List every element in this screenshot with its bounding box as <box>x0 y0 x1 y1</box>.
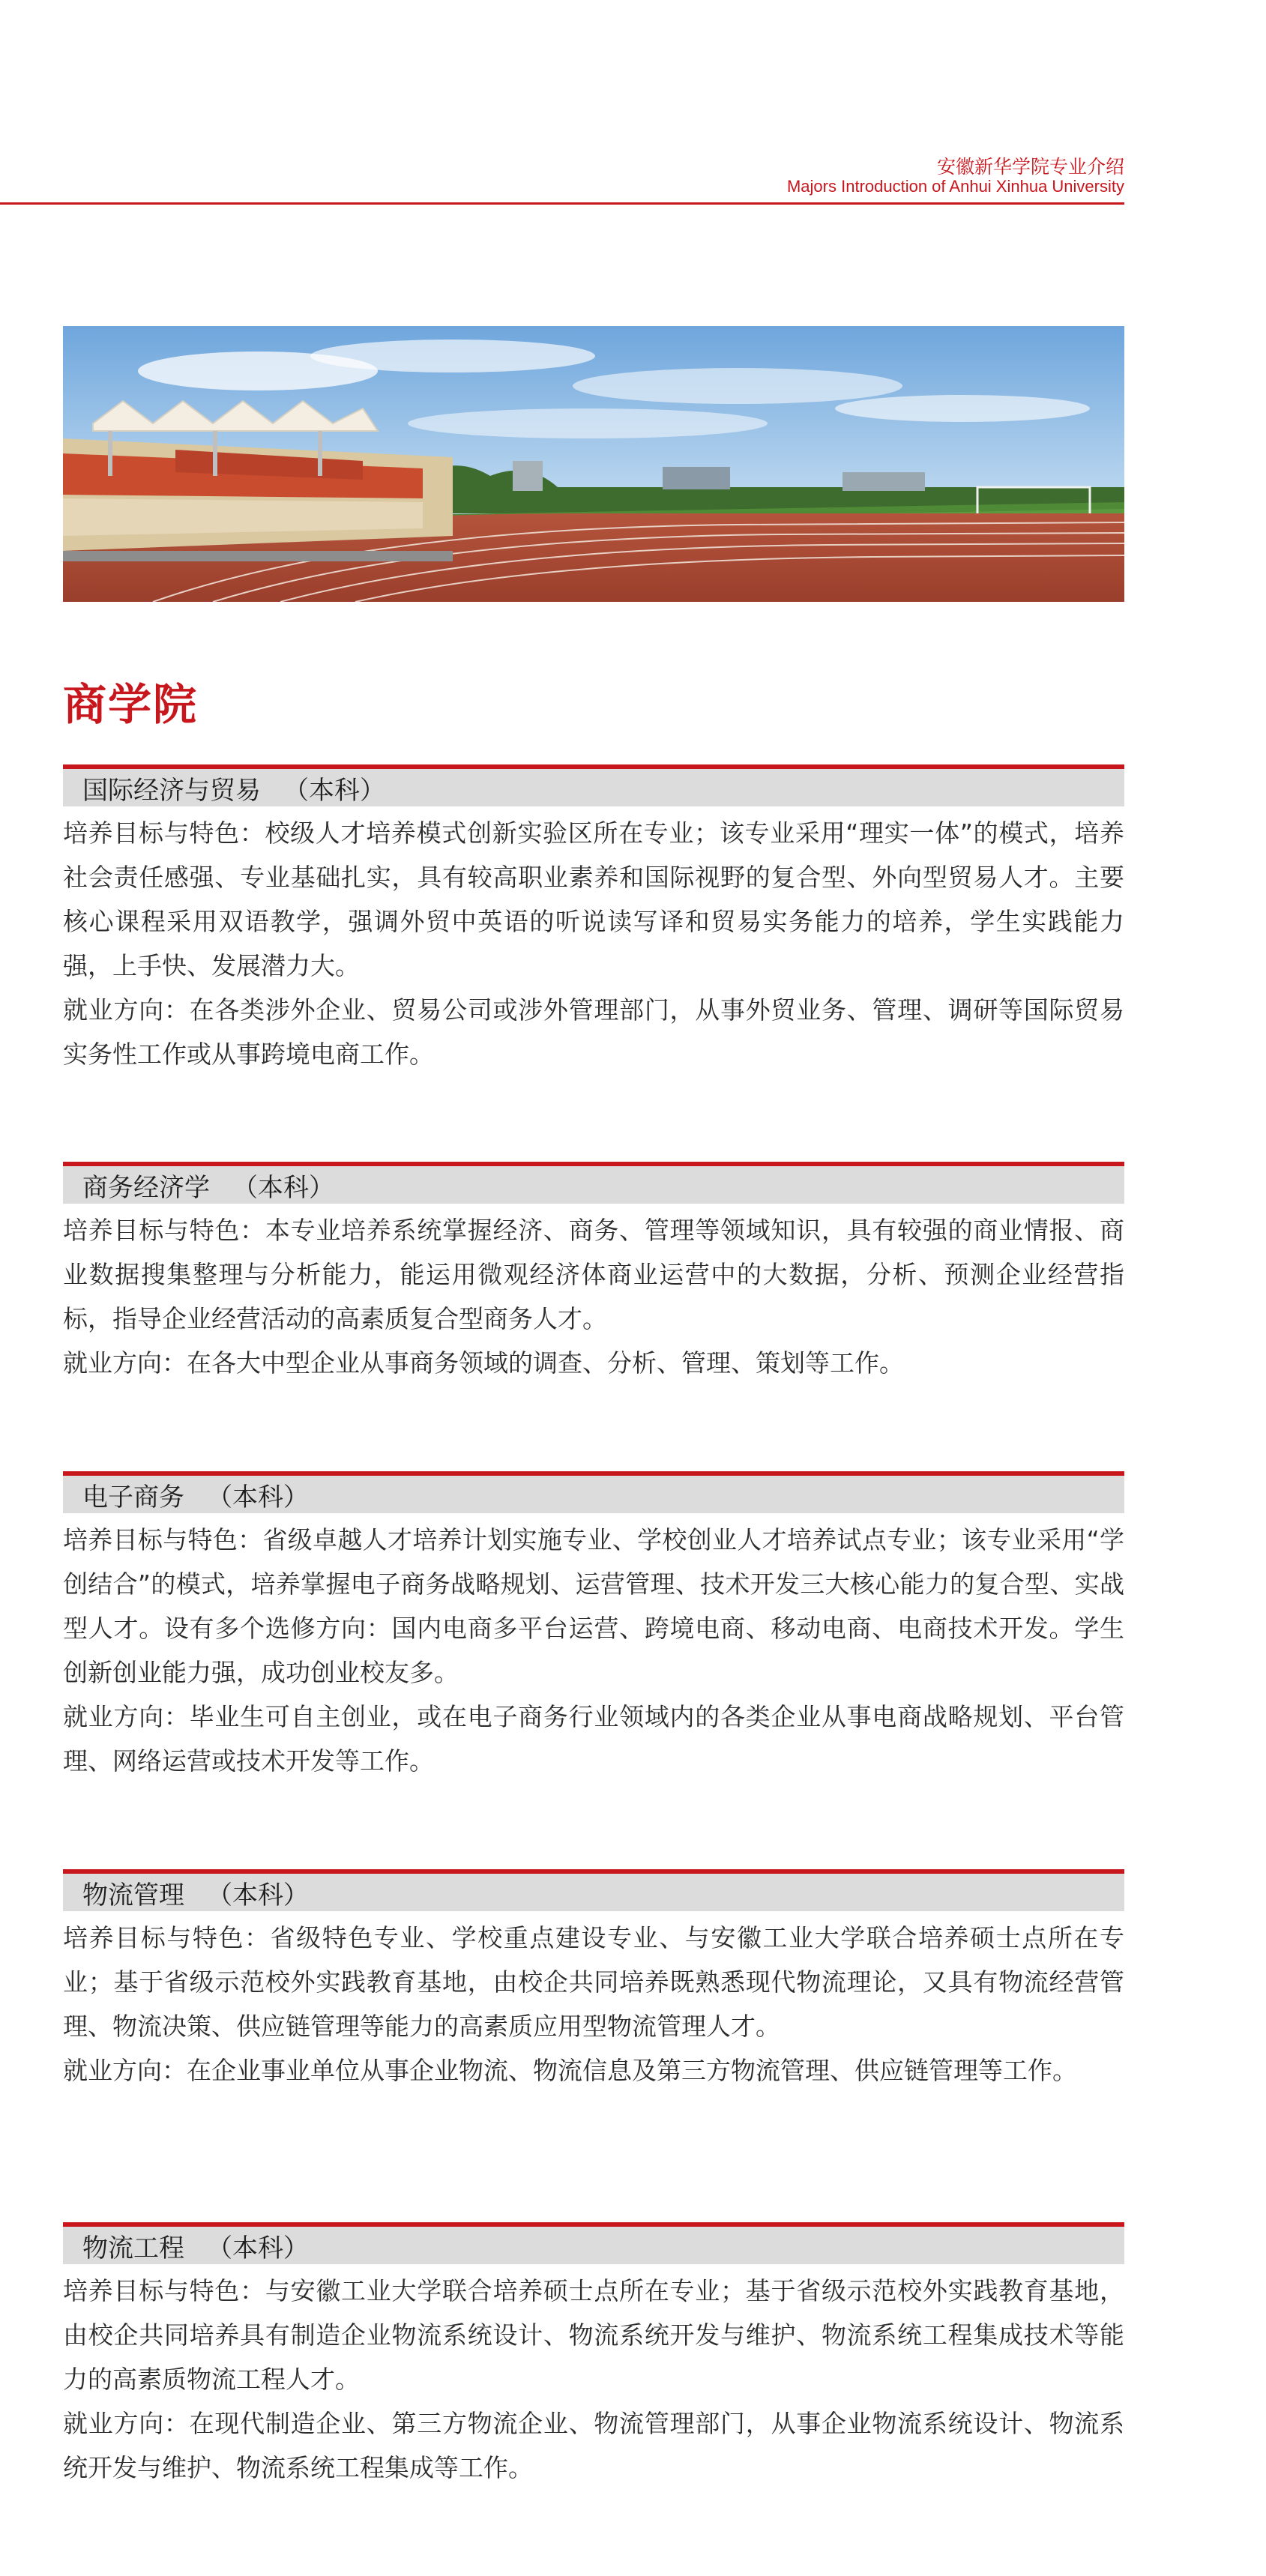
major-career: 就业方向：在各大中型企业从事商务领域的调查、分析、管理、策划等工作。 <box>63 1348 904 1378</box>
major-degree: （本科） <box>283 775 385 806</box>
major-title-bar <box>63 764 1124 806</box>
major-goal: 培养目标与特色：本专业培养系统掌握经济、商务、管理等领域知识，具有较强的商业情报、商业数据搜集整理与分析能力，能运用微观经济体商业运营中的大数据，分析、预测企业经营指标，指导企业经营活动的高素质复合型商务人才。 <box>63 1216 1124 1333</box>
stadium-illustration <box>63 326 1124 602</box>
major-goal: 培养目标与特色：省级特色专业、学校重点建设专业、与安徽工业大学联合培养硕士点所在专业；基于省级示范校外实践教育基地，由校企共同培养既熟悉现代物流理论，又具有物流经营管理、物流决策、供应链管理等能力的高素质应用型物流管理人才。 <box>63 1923 1124 2041</box>
major-section <box>63 2222 1124 2490</box>
major-goal: 培养目标与特色：与安徽工业大学联合培养硕士点所在专业；基于省级示范校外实践教育基地，由校企共同培养具有制造企业物流系统设计、物流系统开发与维护、物流系统工程集成技术等能力的高素质物流工程人才。 <box>63 2276 1124 2394</box>
major-title-bar <box>63 1869 1124 1911</box>
major-goal: 培养目标与特色：校级人才培养模式创新实验区所在专业；该专业采用“理实一体”的模式，培养社会责任感强、专业基础扎实，具有较高职业素养和国际视野的复合型、外向型贸易人才。主要核心课程采用双语教学，强调外贸中英语的听说读写译和贸易实务能力的培养，学生实践能力强，上手快、发展潜力大。 <box>63 818 1124 980</box>
major-name: 物流管理 <box>82 1880 184 1910</box>
school-title: 商学院 <box>63 679 199 730</box>
major-career: 就业方向：在各类涉外企业、贸易公司或涉外管理部门，从事外贸业务、管理、调研等国际贸易实务性工作或从事跨境电商工作。 <box>63 995 1124 1069</box>
major-goal: 培养目标与特色：省级卓越人才培养计划实施专业、学校创业人才培养试点专业；该专业采用“学创结合”的模式，培养掌握电子商务战略规划、运营管理、技术开发三大核心能力的复合型、实战型人才。设有多个选修方向：国内电商多平台运营、跨境电商、移动电商、电商技术开发。学生创新创业能力强，成功创业校友多。 <box>63 1525 1124 1687</box>
major-title-bar <box>63 2222 1124 2264</box>
major-degree: （本科） <box>207 2233 309 2263</box>
major-section <box>63 1471 1124 1783</box>
stadium-photo <box>63 326 1124 602</box>
major-name: 物流工程 <box>82 2233 184 2263</box>
major-title-bar <box>63 1471 1124 1513</box>
major-section <box>63 1162 1124 1385</box>
header-title-en: Majors Introduction of Anhui Xinhua University <box>786 177 1124 196</box>
major-name: 电子商务 <box>82 1482 184 1512</box>
major-section <box>63 764 1124 1076</box>
major-title-bar <box>63 1162 1124 1204</box>
major-section <box>63 1869 1124 2093</box>
header-divider <box>0 202 1124 205</box>
major-career: 就业方向：在现代制造企业、第三方物流企业、物流管理部门，从事企业物流系统设计、物流系统开发与维护、物流系统工程集成等工作。 <box>63 2409 1124 2482</box>
major-degree: （本科） <box>207 1880 309 1910</box>
major-degree: （本科） <box>232 1172 334 1203</box>
major-career: 就业方向：在企业事业单位从事企业物流、物流信息及第三方物流管理、供应链管理等工作。 <box>63 2056 1077 2085</box>
header-title-cn: 安徽新华学院专业介绍 <box>936 156 1124 178</box>
major-degree: （本科） <box>207 1482 309 1512</box>
major-name: 国际经济与贸易 <box>82 775 261 806</box>
major-career: 就业方向：毕业生可自主创业，或在电子商务行业领域内的各类企业从事电商战略规划、平台管理、网络运营或技术开发等工作。 <box>63 1702 1124 1776</box>
major-name: 商务经济学 <box>82 1172 210 1203</box>
